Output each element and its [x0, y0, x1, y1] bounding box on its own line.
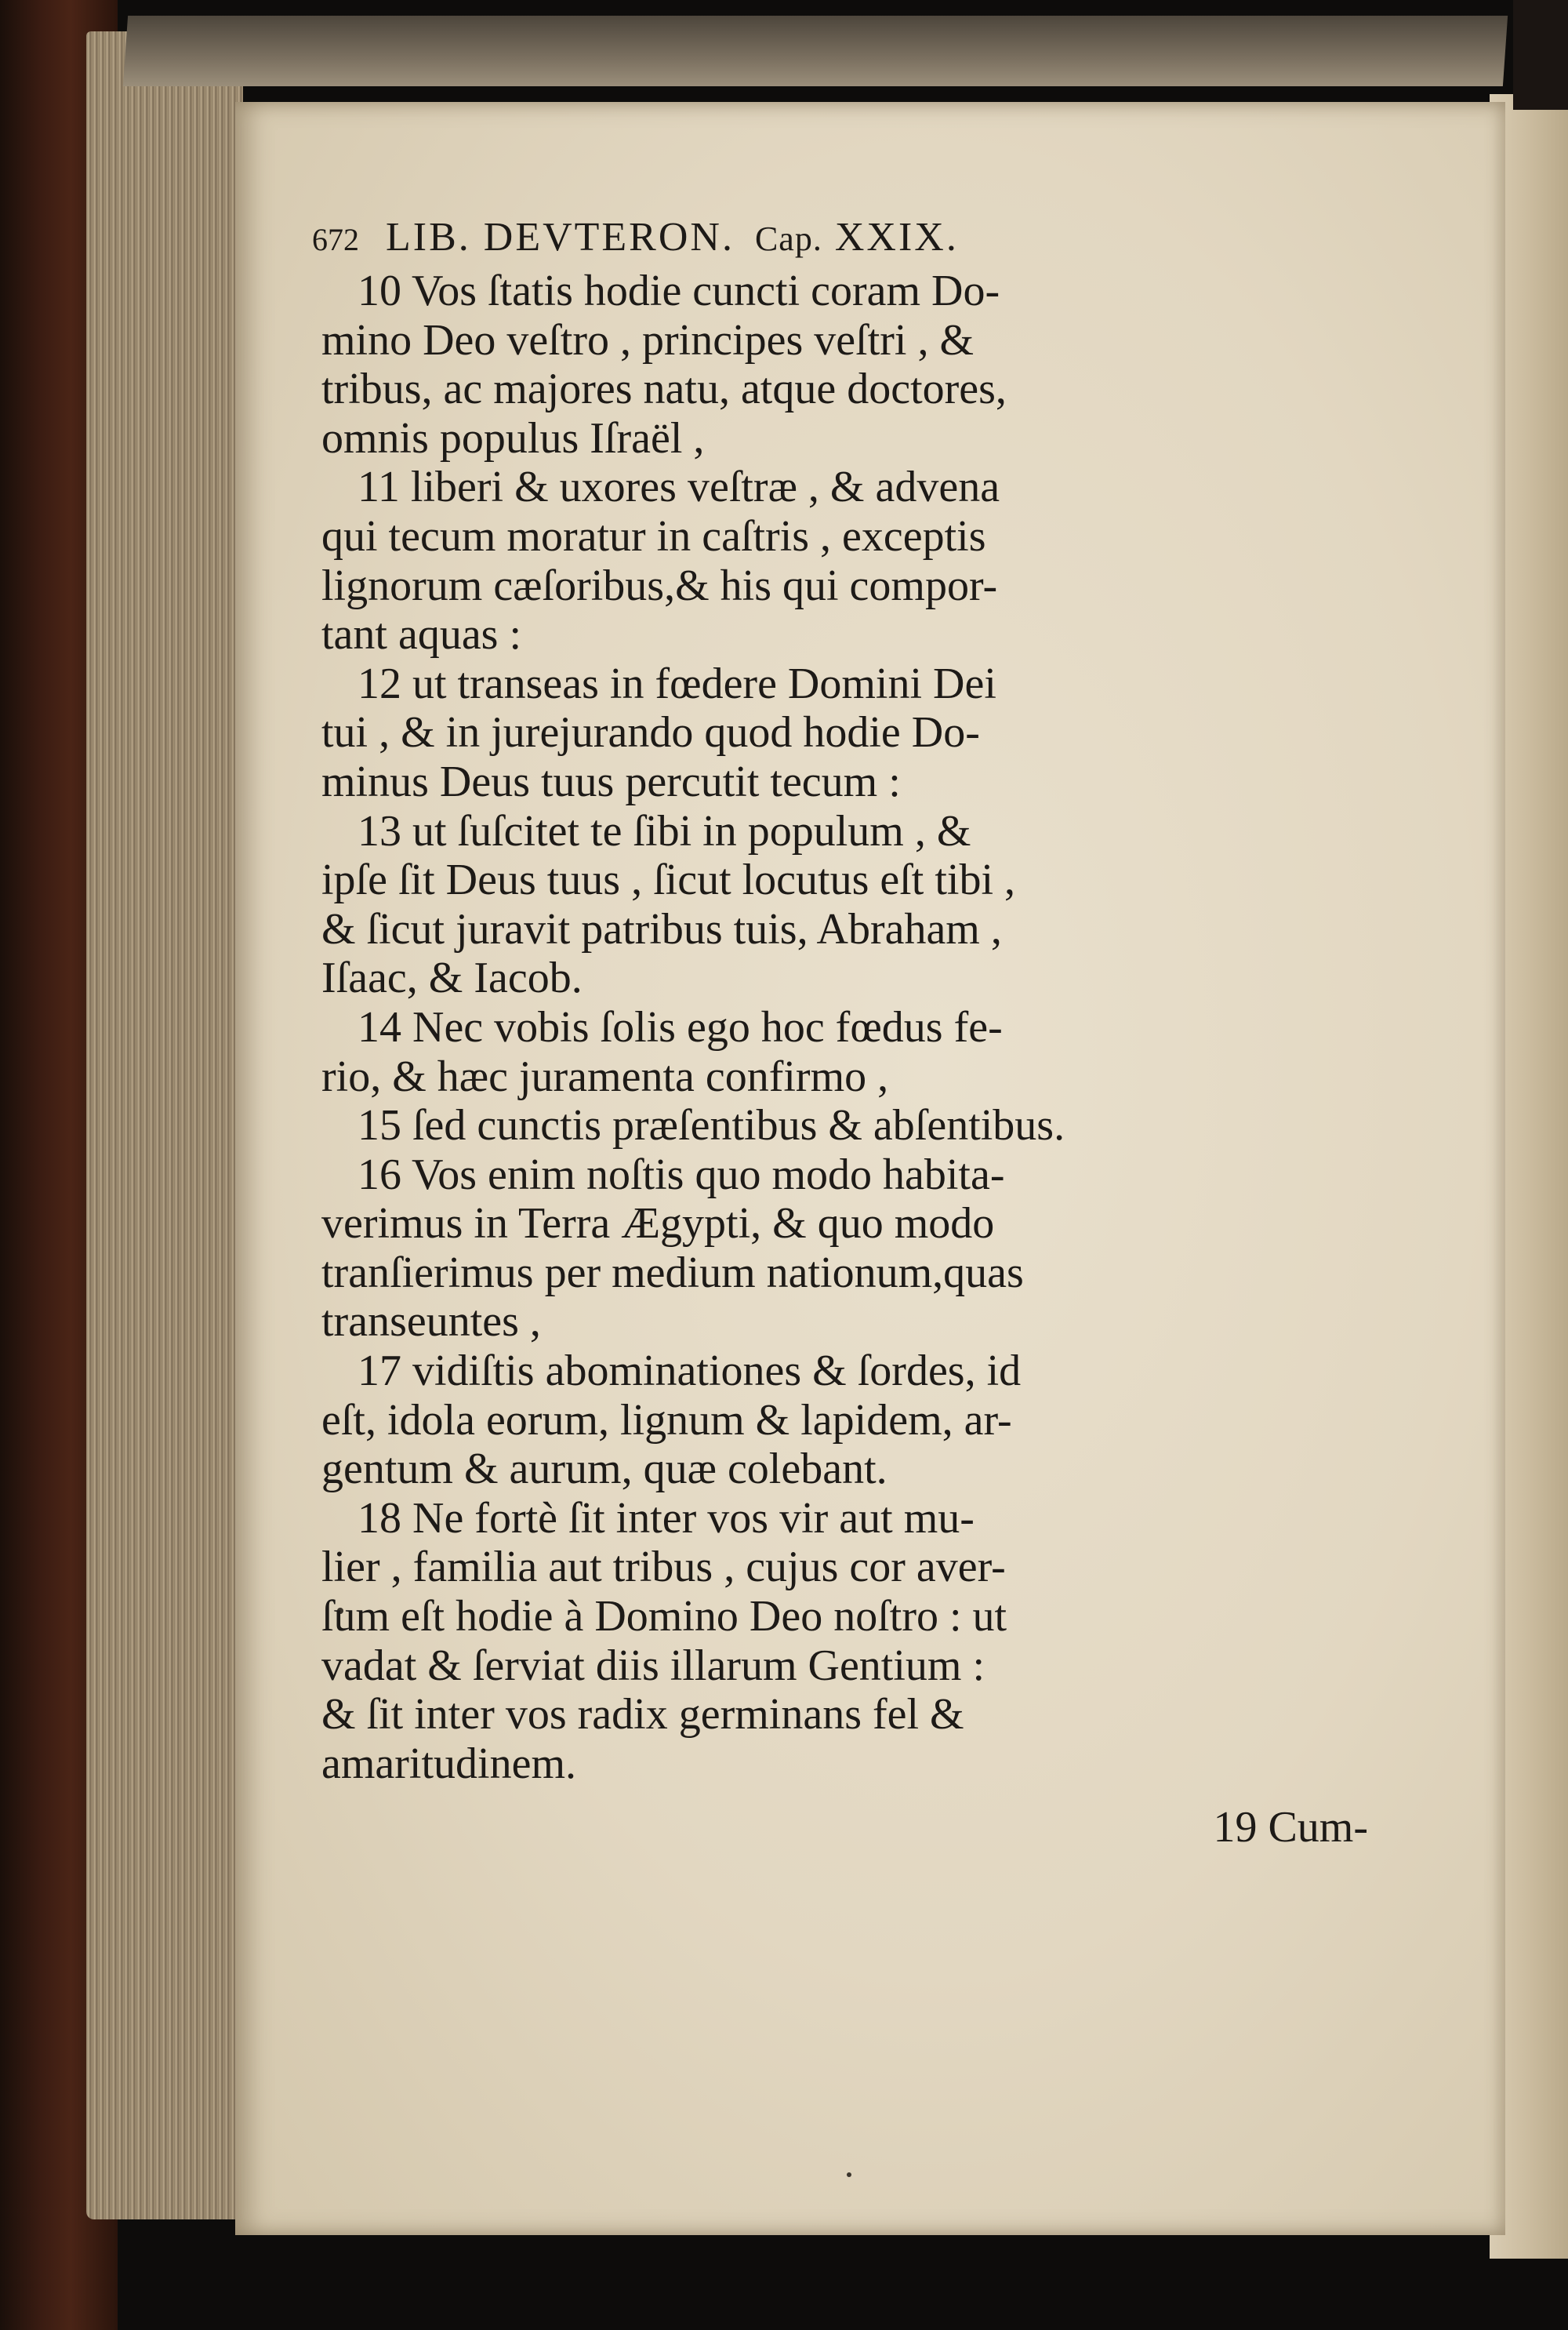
chapter-label: Cap.: [754, 220, 822, 258]
text-line: 17 vidiſtis abominationes & ſordes, id: [358, 1347, 1022, 1396]
text-line: 15 ſed cunctis præſentibus & abſentibus.: [358, 1101, 1065, 1150]
text-line: & ſicut juravit patribus tuis, Abraham ,: [321, 904, 1002, 954]
text-line: 11 liberi & uxores veſtræ , & advena: [358, 463, 1000, 512]
text-line: 12 ut transeas in fœdere Domini Dei: [358, 659, 996, 708]
text-line: ſum eſt hodie à Domino Deo noſtro : ut: [321, 1592, 1007, 1641]
text-line: mino Deo veſtro , principes veſtri , &: [321, 315, 975, 365]
text-line: gentum & aurum, quæ colebant.: [321, 1445, 887, 1494]
text-line: qui tecum moratur in caſtris , exceptis: [321, 511, 986, 561]
text-line: lignorum cæſoribus,& his qui compor-: [321, 561, 998, 610]
book-cover-right: [1513, 0, 1568, 110]
text-line: 14 Nec vobis ſolis ego hoc fœdus fe-: [358, 1002, 1003, 1052]
text-line: tui , & in jurejurando quod hodie Do-: [321, 708, 980, 758]
page-stack-top: [123, 16, 1508, 86]
text-line: tribus, ac majores natu, atque doctores,: [321, 365, 1007, 414]
text-line: verimus in Terra Ægypti, & quo modo: [321, 1199, 995, 1249]
text-line: transeuntes ,: [321, 1297, 541, 1347]
book-title: LIB. DEVTERON.: [386, 215, 735, 260]
page-text: [312, 209, 1435, 1859]
text-line: amaritudinem.: [321, 1739, 577, 1788]
text-line: 18 Ne fortè ſit inter vos vir aut mu-: [358, 1493, 975, 1543]
text-line: tranſierimus per medium nationum,quas: [321, 1248, 1024, 1297]
text-line: vadat & ſerviat diis illarum Gentium :: [321, 1641, 985, 1690]
page-stack-edge: [86, 31, 243, 2219]
catchword: 19 Cum-: [1213, 1803, 1368, 1852]
text-line: 10 Vos ſtatis hodie cuncti coram Do-: [358, 267, 1000, 315]
text-line: eſt, idola eorum, lignum & lapidem, ar-: [321, 1395, 1012, 1445]
text-line: rio, & hæc juramenta confirmo ,: [321, 1052, 889, 1101]
verse-lines: [321, 267, 1435, 1788]
page-number: 672: [312, 222, 359, 257]
text-line: 13 ut ſuſcitet te ſibi in populum , &: [358, 806, 971, 856]
text-line: minus Deus tuus percutit tecum :: [321, 757, 901, 806]
text-line: ipſe ſit Deus tuus , ſicut locutus eſt tibi ,: [321, 856, 1016, 905]
text-line: 16 Vos enim noſtis quo modo habita-: [358, 1150, 1005, 1199]
chapter-number: XXIX.: [834, 215, 959, 260]
text-line: omnis populus Iſraël ,: [321, 413, 705, 463]
text-line: Iſaac, & Iacob.: [321, 954, 583, 1003]
text-line: & ſit inter vos radix germinans fel &: [321, 1690, 964, 1739]
running-head: [312, 209, 1435, 267]
text-line: tant aquas :: [321, 610, 522, 660]
ink-speck: [847, 2172, 851, 2177]
text-line: lier , familia aut tribus , cujus cor aver-: [321, 1543, 1006, 1592]
